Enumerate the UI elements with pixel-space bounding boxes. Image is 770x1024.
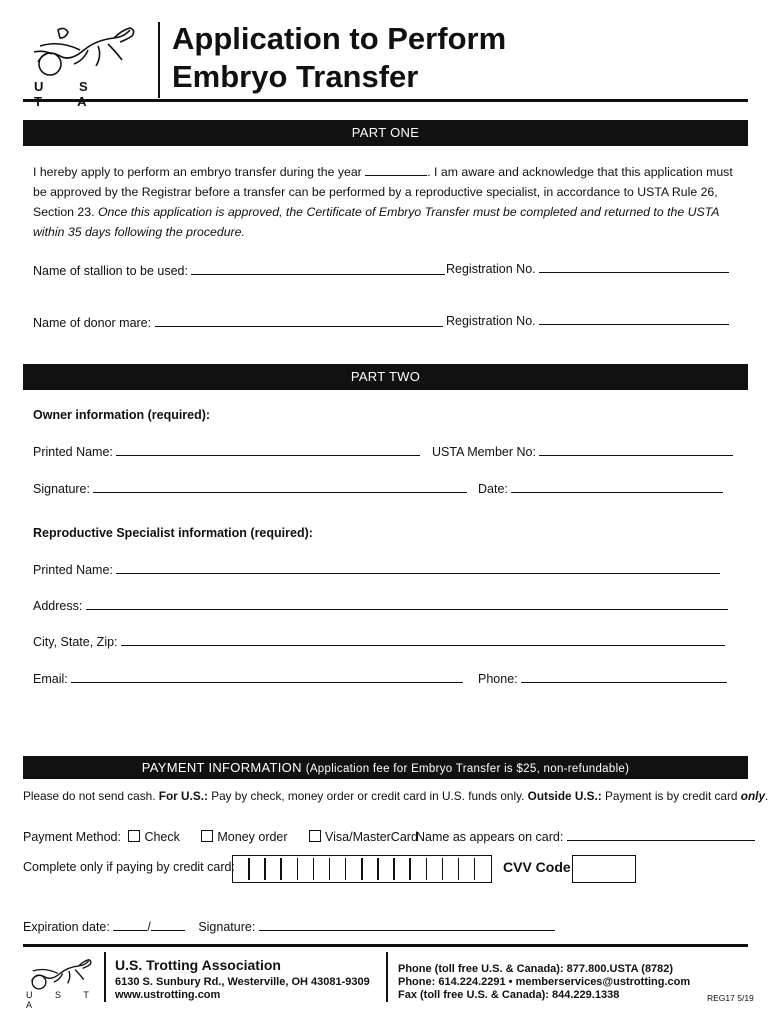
specialist-heading: Reproductive Specialist information (required):	[33, 526, 313, 540]
address-label: Address:	[33, 599, 83, 613]
payment-note-c: Payment is by credit card	[601, 789, 741, 803]
stallion-registration-label: Registration No.	[446, 262, 536, 276]
check-checkbox[interactable]	[128, 830, 140, 842]
payment-bar-note: (Application fee for Embryo Transfer is $25, non-refundable)	[305, 763, 630, 775]
email-field[interactable]	[71, 682, 463, 683]
usta-logo	[28, 22, 146, 98]
payment-bar-label: PAYMENT INFORMATION	[141, 760, 302, 775]
payment-note-only: only	[740, 789, 766, 803]
name-on-card-field[interactable]	[567, 840, 755, 841]
address-field[interactable]	[86, 609, 728, 610]
credit-card-cell-divider	[361, 858, 363, 880]
year-field[interactable]	[365, 175, 427, 176]
phone-field[interactable]	[521, 682, 727, 683]
credit-card-cell-divider	[426, 858, 428, 880]
owner-heading: Owner information (required):	[33, 408, 211, 422]
donor-registration-label: Registration No.	[446, 314, 536, 328]
payment-bar	[23, 756, 748, 779]
footer-divider-2	[386, 952, 388, 1002]
form-code: REG17 5/19	[707, 993, 754, 1003]
credit-card-label: Complete only if paying by credit card:	[23, 860, 235, 874]
footer-rule	[23, 944, 748, 947]
intro-italic: Once this application is approved, the Certificate of Embryo Transfer must be completed and returned to the USTA within 35 days following the procedure.	[33, 205, 720, 239]
visa-mastercard-label: Visa/MasterCard	[325, 830, 418, 844]
credit-card-cell-divider	[313, 858, 315, 880]
logo-text: U S	[34, 79, 104, 94]
credit-card-cell-divider	[248, 858, 250, 880]
expiration-label: Expiration date:	[23, 920, 110, 934]
donor-registration-field[interactable]	[539, 324, 729, 325]
check-label: Check	[144, 830, 180, 844]
owner-printed-name-label: Printed Name:	[33, 445, 113, 459]
owner-signature-label: Signature:	[33, 482, 90, 496]
header-rule	[23, 99, 748, 102]
expiration-month-field[interactable]	[113, 930, 147, 931]
credit-card-cell-divider	[442, 858, 444, 880]
cvv-field[interactable]	[572, 855, 636, 883]
credit-card-cell-divider	[474, 858, 476, 880]
usta-member-label: USTA Member No:	[432, 445, 536, 459]
credit-card-cell-divider	[409, 858, 411, 880]
horse-sulky-icon	[28, 22, 146, 80]
credit-card-cell-divider	[458, 858, 460, 880]
payment-method-label: Payment Method:	[23, 830, 121, 844]
footer-phone: Phone (toll free U.S. & Canada): 877.800.USTA (8782)	[398, 963, 674, 975]
title-line-2: Embryo Transfer	[172, 59, 419, 94]
credit-card-cell-divider	[280, 858, 282, 880]
footer-horse-sulky-icon	[24, 956, 100, 992]
payment-signature-field[interactable]	[259, 930, 555, 931]
usta-member-field[interactable]	[539, 455, 733, 456]
org-name: U.S. Trotting Association	[115, 957, 281, 973]
stallion-field[interactable]	[191, 274, 445, 275]
footer-logo	[24, 956, 100, 1010]
expiration-year-field[interactable]	[151, 930, 185, 931]
city-state-zip-field[interactable]	[121, 645, 725, 646]
donor-field[interactable]	[155, 326, 443, 327]
payment-note-outside: Outside U.S.:	[527, 789, 602, 803]
visa-mastercard-checkbox[interactable]	[309, 830, 321, 842]
footer-email[interactable]: Phone: 614.224.2291 • memberservices@ustrotting.com	[398, 976, 691, 988]
payment-note-a: Please do not send cash.	[23, 789, 159, 803]
payment-note-end: .	[765, 789, 769, 803]
org-website[interactable]: www.ustrotting.com	[115, 989, 221, 1001]
payment-note-b: Pay by check, money order or credit card in U.S. funds only.	[207, 789, 528, 803]
part-one-bar: PART ONE	[23, 120, 748, 146]
credit-card-cell-divider	[345, 858, 347, 880]
credit-card-cell-divider	[377, 858, 379, 880]
footer-divider-1	[104, 952, 106, 1002]
credit-card-cell-divider	[264, 858, 266, 880]
city-state-zip-label: City, State, Zip:	[33, 635, 118, 649]
credit-card-cell-divider	[329, 858, 331, 880]
date-label: Date:	[478, 482, 508, 496]
donor-label: Name of donor mare:	[33, 316, 152, 330]
credit-card-cell-divider	[297, 858, 299, 880]
credit-card-cell-divider	[393, 858, 395, 880]
org-address: 6130 S. Sunbury Rd., Westerville, OH 43081-9309	[115, 976, 370, 988]
stallion-registration-field[interactable]	[539, 272, 729, 273]
payment-note-us: For U.S.:	[158, 789, 208, 803]
footer-fax: Fax (toll free U.S. & Canada): 844.229.1338	[398, 989, 620, 1001]
title-line-1: Application to Perform	[172, 21, 507, 56]
phone-label: Phone:	[478, 672, 518, 686]
payment-note	[23, 789, 768, 803]
owner-signature-field[interactable]	[93, 492, 467, 493]
owner-printed-name-field[interactable]	[116, 455, 420, 456]
specialist-printed-name-label: Printed Name:	[33, 563, 113, 577]
money-order-checkbox[interactable]	[201, 830, 213, 842]
header-divider	[158, 22, 160, 98]
expiration-separator: /	[147, 920, 151, 934]
money-order-label: Money order	[217, 830, 288, 844]
payment-signature-label: Signature:	[198, 920, 256, 934]
part-one-intro	[33, 162, 743, 242]
email-label: Email:	[33, 672, 68, 686]
intro-text-a: I hereby apply to perform an embryo transfer during the year	[33, 165, 366, 179]
page-title	[172, 20, 506, 96]
date-field[interactable]	[511, 492, 723, 493]
intro-text-b: . I am aware and acknowledge that this application must be approved by the Registrar before a transfer can be performed by a reproductive specialist, in accordance to USTA Rule 26, Section 23.	[33, 165, 733, 219]
name-on-card-label: Name as appears on card:	[416, 830, 564, 844]
footer-logo-text: U S T A	[26, 990, 99, 1010]
stallion-label: Name of stallion to be used:	[33, 264, 188, 278]
specialist-printed-name-field[interactable]	[116, 573, 720, 574]
part-two-bar: PART TWO	[23, 364, 748, 390]
cvv-label: CVV Code	[503, 859, 571, 875]
